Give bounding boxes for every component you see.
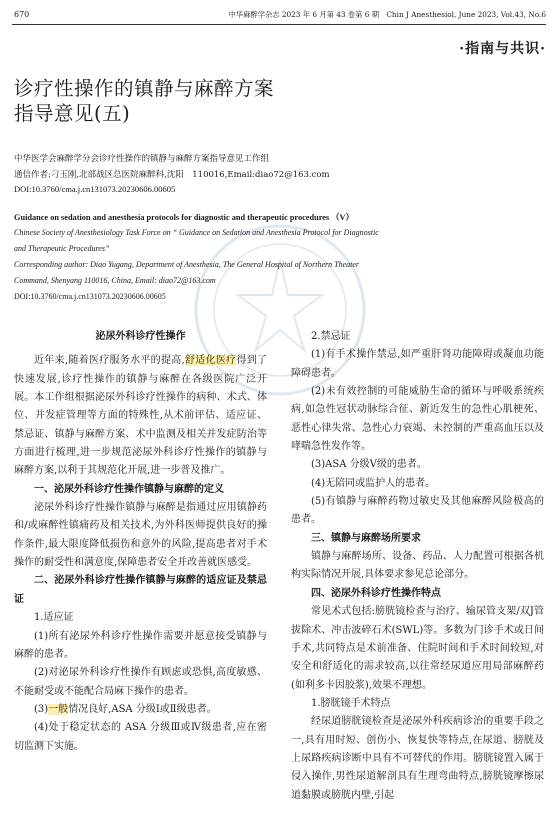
authors: 中华医学会麻醉学分会诊疗性操作的镇静与麻醉方案指导意见工作组: [14, 154, 270, 164]
section-1-heading: 一、泌尿外科诊疗性操作镇静与麻醉的定义: [34, 483, 224, 495]
section-4-heading: 四、泌尿外科诊疗性操作特点: [311, 587, 441, 599]
section-3-heading: 三、镇静与麻醉场所要求: [311, 532, 421, 544]
heading-urology-procedures: 泌尿外科诊疗性操作: [95, 331, 186, 342]
section-1-body: 泌尿外科诊疗性操作镇静与麻醉是指通过应用镇静药和/或麻醉性镇痛药及相关技术,为外科医师提供良好的操作条件,最大限度降低损伤和意外的风险,提高患者对手术操作的耐受性和满意度,保障患者安全并改善就医感受。: [14, 502, 267, 569]
english-task-force-line-1: Chinese Society of Anesthesiology Task Force on “ Guidance on Sedation and Anesthesia Protocol for Diagnostic: [14, 228, 379, 237]
contraindication-item-5: (5)有镇静与麻醉药物过敏史及其他麻醉风险极高的患者。: [291, 496, 544, 526]
highlight-comfort-medicine: 舒适化医疗: [184, 355, 237, 367]
contraindication-item-2: (2)未有效控制的可能威胁生命的循环与呼吸系统疾病,如急性冠状动脉综合征、新近发生的急性心肌梗死、恶性心律失常、急性心力衰竭、未控制的严重高血压以及哮喘急性发作等。: [291, 386, 544, 453]
left-column: [14, 328, 267, 756]
section-2-heading: 二、泌尿外科诊疗性操作镇静与麻醉的适应证及禁忌证: [14, 575, 267, 605]
contraindication-item-4: (4)无陪同或监护人的患者。: [311, 477, 436, 489]
highlight-general: 一般: [48, 703, 69, 715]
english-title: Guidance on sedation and anesthesia protocols for diagnostic and therapeutic procedures （V）: [14, 213, 354, 222]
right-column: [291, 328, 544, 805]
indication-item-3: (3)一般情况良好,ASA 分级Ⅰ或Ⅱ级患者。: [34, 703, 217, 715]
doi-cn: DOI:10.3760/cma.j.cn131073.20230606.00605: [14, 184, 176, 194]
indication-item-1: (1)所有泌尿外科诊疗性操作需要并愿意接受镇静与麻醉的患者。: [14, 630, 267, 660]
contraindication-item-3: (3)ASA 分级Ⅴ级的患者。: [311, 459, 427, 471]
english-task-force-line-2: and Therapeutic Procedures”: [14, 244, 110, 253]
english-corresponding-line-1: Corresponding author: Diao Yugang, Department of Anesthesia, The General Hospital of Northern Theater: [14, 260, 360, 269]
intro-paragraph: 近年来,随着医疗服务水平的提高,舒适化医疗得到了快速发展,诊疗性操作的镇静与麻醉在各级医院广泛开展。本工作组根据泌尿外科诊疗性操作的病种、术式、体位、并发症管理等方面的特殊性,从术前评估、适应证、禁忌证、镇静与麻醉方案、术中监测及相关并发症防治等方面进行梳理,进一步规范泌尿外科诊疗性操作的镇静与麻醉方案,以利于其规范化开展,进一步普及推广。: [14, 355, 268, 477]
english-corresponding-line-2: Command, Shenyang 110016, China, Email: diao72@163.com: [14, 276, 216, 285]
english-doi: DOI:10.3760/cma.j.cn131073.20230606.00605: [14, 292, 166, 301]
cystoscopy-subheading: 1.膀胱镜手术特点: [311, 697, 391, 709]
article-title: [14, 76, 274, 126]
correspondence: 通信作者:刁玉刚,北部战区总医院麻醉科,沈阳 110016,Email:diao72@163.com: [14, 170, 330, 180]
cystoscopy-body: 经尿道膀胱镜检查是泌尿外科疾病诊治的重要手段之一,具有用时短、创伤小、恢复快等特点,在尿道、膀胱及上尿路疾病诊断中具有不可替代的作用。膀胱镜置入属于侵入操作,男性尿道解剖具有生理弯曲特点,膀胱镜摩擦尿道黏膜或膀胱内壁,引起: [291, 716, 544, 801]
page-number: 670: [14, 10, 30, 19]
header-rule: [12, 24, 546, 25]
section-4-body: 常见术式包括:膀胱镜检查与治疗、输尿管支架/双J管拔除术、冲击波碎石术(SWL)等。多数为门诊手术或日间手术,共同特点是术前准备、住院时间和手术时间较短,对安全和舒适化的需求较高,以往常经尿道应用局部麻醉药(如利多卡因胶浆),效果不理想。: [291, 606, 544, 691]
section-3-body: 镇静与麻醉场所、设备、药品、人力配置可根据各机构实际情况开展,具体要求参见总论部分。: [291, 551, 544, 581]
indication-item-2: (2)对泌尿外科诊疗性操作有顾虑或恐惧,高度敏感、不能耐受或不能配合局麻下操作的患者。: [14, 667, 267, 697]
section-tag: ·指南与共识·: [459, 41, 546, 57]
indications-subheading: 1.适应证: [34, 612, 74, 624]
contraindications-subheading: 2.禁忌证: [311, 331, 351, 342]
journal-header: 中华麻醉学杂志 2023 年 6 月第 43 卷第 6 期 Chin J Anesthesiol, June 2023, Vol.43, No.6: [228, 10, 546, 19]
indication-item-4: (4)处于稳定状态的 ASA 分级Ⅲ或Ⅳ级患者,应在密切监测下实施。: [14, 722, 267, 752]
contraindication-item-1: (1)有手术操作禁忌,如严重肝肾功能障碍或凝血功能障碍患者。: [291, 349, 544, 379]
title-line-1: 诊疗性操作的镇静与麻醉方案: [14, 77, 275, 100]
title-line-2: 指导意见(五): [14, 102, 131, 125]
